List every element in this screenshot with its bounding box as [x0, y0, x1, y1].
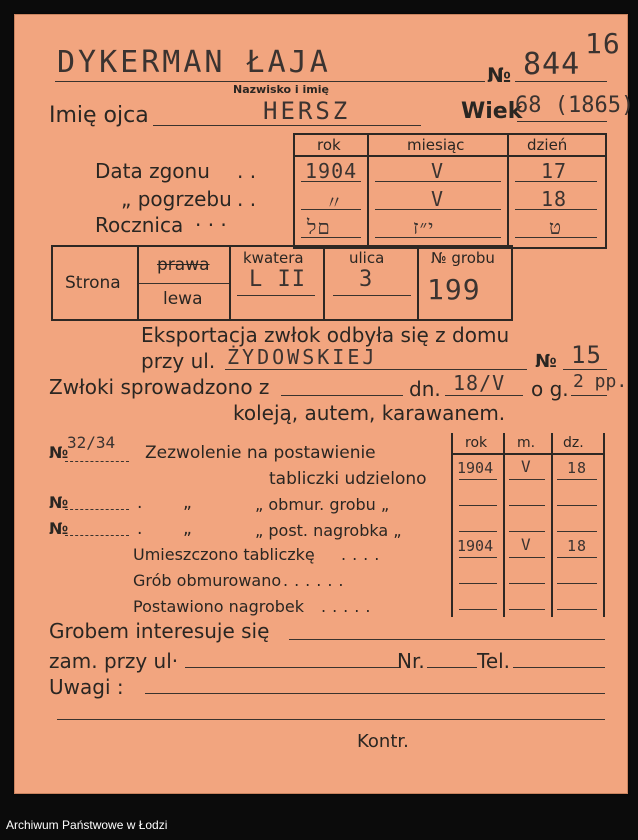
przy-ul-label: przy ul.: [141, 349, 216, 373]
permit-dots5: ......: [283, 571, 350, 590]
burial-month: V: [431, 187, 445, 211]
date-header-miesiac: miesiąc: [407, 136, 465, 154]
permit-ditto-2: „: [183, 493, 192, 513]
permit-row1-rok: 1904: [457, 459, 494, 477]
burial-day: 18: [541, 187, 568, 211]
nr-label: Nr.: [397, 649, 425, 673]
surname-line: [55, 81, 485, 82]
name-label: Nazwisko i imię: [233, 83, 329, 96]
permit-line1b: tabliczki udzielono: [269, 469, 427, 489]
export-line: Eksportacja zwłok odbyła się z domu: [141, 323, 510, 347]
grobu-value: 199: [427, 273, 481, 306]
permit-header-dz: dz.: [563, 435, 584, 451]
anniversary-label: Rocznica: [95, 213, 184, 237]
age-handwritten: 68 (1865): [515, 93, 635, 118]
record-card: [14, 14, 635, 794]
permit-line4: Umieszczono tabliczkę: [133, 545, 315, 564]
burial-dots: . .: [237, 187, 257, 211]
uwagi-label: Uwagi :: [49, 675, 124, 699]
death-year: 1904: [305, 159, 358, 183]
permit-ditto-3: „: [183, 519, 192, 539]
permit-row1-m: V: [521, 457, 532, 476]
burial-year: 〃: [325, 193, 344, 214]
zwloki-label: Zwłoki sprowadzono z: [49, 375, 270, 399]
permit-line5: Grób obmurowano: [133, 571, 282, 590]
date-header-dzien: dzień: [527, 136, 568, 154]
father-line: [153, 125, 421, 126]
kontr-label: Kontr.: [357, 731, 409, 752]
permit-dot-2: .: [137, 493, 143, 513]
ulica-value: 3: [359, 267, 374, 292]
dn-label: dn.: [409, 377, 441, 401]
permit-num-symbol-3: №: [49, 519, 69, 538]
strona-label: Strona: [65, 273, 121, 293]
grobem-label: Grobem interesuje się: [49, 619, 270, 643]
anniversary-day: ט: [549, 215, 563, 239]
przy-ul-value: ŻYDOWSKIEJ: [227, 345, 378, 369]
permit-line1a: Zezwolenie na postawienie: [145, 443, 376, 463]
anniversary-year: ﬦﬥ: [307, 215, 331, 239]
death-day: 17: [541, 159, 568, 183]
father-label: Imię ojca: [49, 103, 149, 128]
permit-line2: „ obmur. grobu „: [255, 495, 390, 514]
permit-row4-dz: 18: [567, 537, 588, 555]
prawa-label: prawa: [157, 255, 210, 275]
permit-row4-rok: 1904: [457, 537, 494, 555]
permit-num-symbol: №: [49, 443, 69, 462]
death-month: V: [431, 159, 445, 183]
permit-table: [451, 433, 605, 617]
lewa-label: lewa: [163, 289, 203, 309]
permit-header-rok: rok: [465, 435, 488, 451]
dn-value: 18/V: [453, 371, 506, 395]
number-handwritten: 844: [523, 47, 581, 82]
house-no-value: 15: [571, 341, 602, 369]
permit-line3: „ post. nagrobka „: [255, 521, 402, 540]
permit-line6: Postawiono nagrobek: [133, 597, 304, 616]
permit-num-symbol-2: №: [49, 493, 69, 512]
father-handwritten: HERSZ: [263, 97, 351, 125]
number-line: [515, 81, 607, 82]
number-symbol: №: [487, 63, 512, 87]
corner-number: 16: [585, 27, 621, 60]
permit-num-value: 32/34: [67, 433, 116, 452]
kwatera-label: kwatera: [243, 249, 304, 267]
archive-credit: Archiwum Państwowe w Łodzi: [6, 818, 168, 832]
location-table: [51, 245, 513, 321]
permit-header-m: m.: [517, 435, 536, 451]
burial-date-label: „ pogrzebu: [121, 187, 232, 211]
death-dots: . .: [237, 159, 257, 183]
tel-label: Tel.: [477, 649, 511, 673]
age-line: [517, 121, 607, 122]
permit-row4-m: V: [521, 535, 532, 554]
anniversary-dots: · · ·: [195, 213, 227, 237]
permit-dots4: ....: [341, 545, 386, 564]
kwatera-value: L II: [249, 267, 306, 292]
anniversary-month: י״ז: [413, 215, 435, 239]
permit-dot-3: .: [137, 519, 143, 539]
death-date-label: Data zgonu: [95, 159, 210, 183]
date-table: [293, 133, 607, 249]
grobu-label: № grobu: [431, 249, 495, 267]
og-label: o g.: [531, 377, 569, 401]
date-header-rok: rok: [317, 136, 341, 154]
permit-row1-dz: 18: [567, 459, 588, 477]
transport-line: koleją, autem, karawanem.: [233, 401, 506, 425]
permit-dots6: .....: [321, 597, 377, 616]
ulica-label: ulica: [349, 249, 385, 267]
surname-handwritten: DYKERMAN ŁAJA: [57, 45, 331, 80]
age-label: Wiek: [461, 99, 523, 124]
house-no-label: №: [535, 351, 557, 372]
zam-label: zam. przy ul·: [49, 649, 179, 673]
og-value: 2 pp.: [573, 371, 628, 392]
